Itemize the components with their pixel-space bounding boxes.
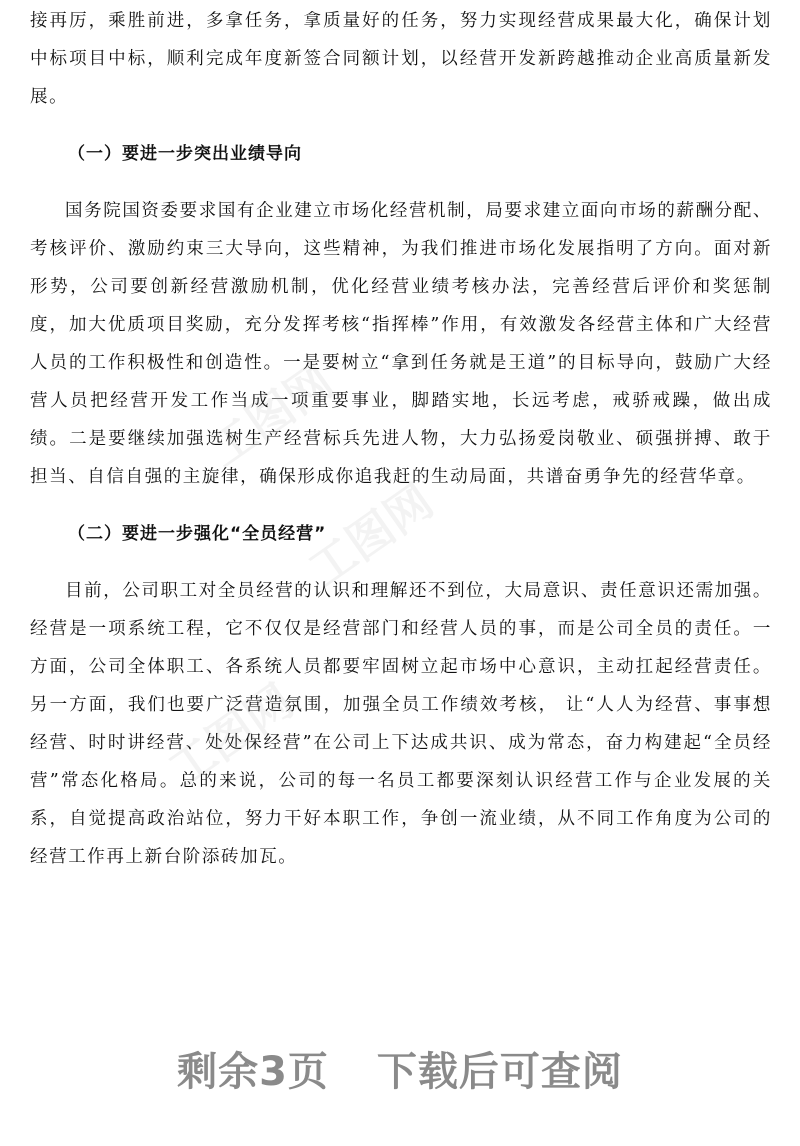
paragraph-section-2: 目前，公司职工对全员经营的认识和理解还不到位，大局意识、责任意识还需加强。经营是一项系统工程，它不仅仅是经营部门和经营人员的事，而是公司全员的责任。一方面，公司全体职工、各系统人员都要牢固树立起市场中心意识，主动扛起经营责任。另一方面，我们也要广泛营造氛围，加强全员工作绩效考核， 让“人人为经营、事事想经营、时时讲经营、处处保经营”在公司上下达成共识、成为常态，奋力构建起“全员经营”常态化格局。总的来说，公司的每一名员工都要深刻认识经营工作与企业发展的关系，自觉提高政治站位，努力干好本职工作，争创一流业绩，从不同工作角度为公司的经营工作再上新台阶添砖加瓦。 [30, 581, 772, 867]
paragraph-section-1: 国务院国资委要求国有企业建立市场化经营机制，局要求建立面向市场的薪酬分配、考核评价、激励约束三大导向，这些精神，为我们推进市场化发展指明了方向。面对新形势，公司要创新经营激励机制，优化经营业绩考核办法，完善经营后评价和奖惩制度，加大优质项目奖励，充分发挥考核“指挥棒”作用，有效激发各经营主体和广大经营人员的工作积极性和创造性。一是要树立“拿到任务就是王道”的目标导向，鼓励广大经营人员把经营开发工作当成一项重要事业，脚踏实地，长远考虑，戒骄戒躁，做出成绩。二是要继续加强选树生产经营标兵先进人物，大力弘扬爱岗敬业、硕强拼搏、敢于担当、自信自强的主旋律，确保形成你追我赶的生动局面，共谱奋勇争先的经营华章。 [30, 201, 772, 487]
watermark-2: 工图网 [298, 473, 443, 598]
watermark-1: 工图网 [198, 353, 343, 478]
section-heading-2: （二）要进一步强化“全员经营” [68, 524, 327, 544]
download-notice[interactable] [0, 1040, 800, 1097]
remaining-pages-text: 剩余3页 [177, 1049, 329, 1095]
download-to-view-text: 下载后可查阅 [376, 1049, 623, 1095]
paragraph-continuation: 接再厉，乘胜前进，多拿任务，拿质量好的任务，努力实现经营成果最大化，确保计划中标项目中标，顺利完成年度新签合同额计划，以经营开发新跨越推动企业高质量新发展。 [30, 11, 772, 107]
watermark-3: 工图网 [158, 673, 303, 798]
document-body [30, 0, 772, 876]
section-heading-1: （一）要进一步突出业绩导向 [68, 144, 302, 164]
